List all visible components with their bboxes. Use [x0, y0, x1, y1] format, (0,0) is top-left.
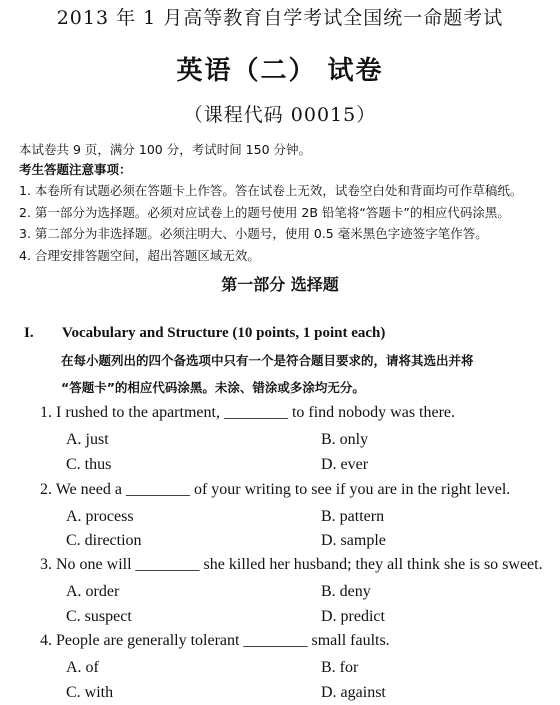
notice-item: 2. 第一部分为选择题。必须对应试卷上的题号使用 2B 铅笔将“答题卡”的相应代码涂黑。 — [19, 205, 510, 220]
question-stem: 1. I rushed to the apartment, ________ to find nobody was there. — [40, 404, 456, 421]
option: C. with — [66, 684, 114, 701]
exam-header-title: 2013 年 1 月高等教育自学考试全国统一命题考试 — [56, 7, 504, 29]
option: D. ever — [321, 456, 369, 473]
section-number: I. — [24, 325, 34, 341]
option: B. pattern — [321, 508, 385, 525]
paper-title: 英语（二） 试卷 — [176, 56, 384, 86]
question-stem: 4. People are generally tolerant ________ small faults. — [40, 632, 390, 649]
question-stem: 2. We need a ________ of your writing to see if you are in the right level. — [40, 481, 511, 498]
notice-item: 3. 第二部分为非选择题。必须注明大、小题号，使用 0.5 毫米黑色字迹签字笔作答。 — [19, 226, 488, 241]
option: A. order — [66, 583, 120, 600]
option: C. suspect — [66, 608, 132, 625]
option: C. direction — [66, 532, 142, 549]
section-title: Vocabulary and Structure (10 points, 1 point each) — [62, 325, 386, 341]
notice-item: 1. 本卷所有试题必须在答题卡上作答。答在试卷上无效，试卷空白处和背面均可作草稿纸。 — [19, 183, 523, 198]
option: C. thus — [66, 456, 112, 473]
section-instruction: 在每小题列出的四个备选项中只有一个是符合题目要求的，请将其选出并将 — [61, 353, 474, 368]
section-heading — [24, 325, 385, 342]
notice-item: 4. 合理安排答题空间，超出答题区域无效。 — [19, 248, 260, 263]
option: A. of — [66, 659, 99, 676]
option: D. against — [321, 684, 386, 701]
option: A. process — [66, 508, 134, 525]
course-code: （课程代码 00015） — [183, 104, 377, 126]
option: B. only — [321, 431, 369, 448]
option: A. just — [66, 431, 109, 448]
part-title: 第一部分 选择题 — [221, 275, 339, 294]
option: D. sample — [321, 532, 386, 549]
section-instruction: “答题卡”的相应代码涂黑。未涂、错涂或多涂均无分。 — [61, 380, 365, 395]
notice-heading: 考生答题注意事项： — [19, 162, 132, 177]
option: B. for — [321, 659, 359, 676]
option: D. predict — [321, 608, 385, 625]
exam-info-line: 本试卷共 9 页，满分 100 分，考试时间 150 分钟。 — [19, 142, 312, 157]
option: B. deny — [321, 583, 371, 600]
question-stem: 3. No one will ________ she killed her husband; they all think she is so sweet. — [40, 556, 543, 573]
